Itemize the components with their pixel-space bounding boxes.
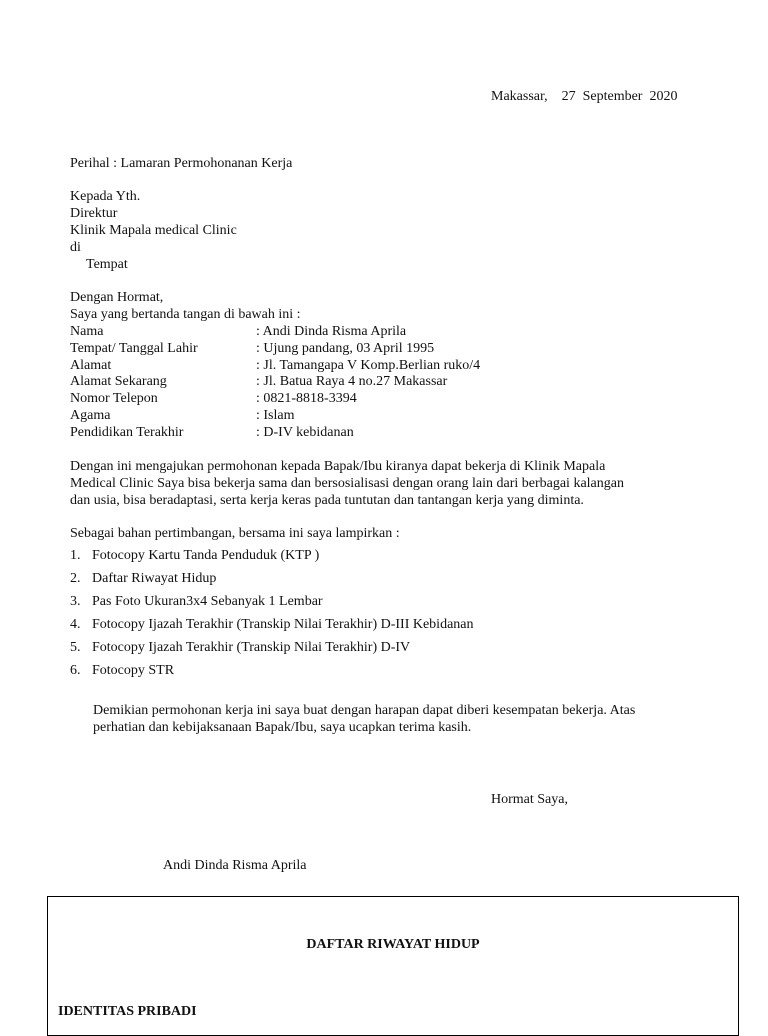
list-number: 5. [70,640,81,655]
signature-name: Andi Dinda Risma Aprila [163,858,307,873]
list-number: 6. [70,663,81,678]
identity-label: Nomor Telepon [70,391,158,406]
list-text: Daftar Riwayat Hidup [92,571,217,586]
identity-value: : Jl. Tamangapa V Komp.Berlian ruko/4 [256,358,481,373]
recipient-line: Klinik Mapala medical Clinic [70,223,237,238]
identity-row [70,373,690,390]
signoff: Hormat Saya, [491,792,568,807]
list-text: Fotocopy Kartu Tanda Penduduk (KTP ) [92,548,320,563]
identity-row [70,407,690,424]
cv-section-heading: IDENTITAS PRIBADI [58,1004,197,1019]
identity-value: : 0821-8818-3394 [256,391,357,406]
cv-box [47,896,739,1036]
identity-value: : Islam [256,408,295,423]
identity-label: Alamat [70,358,112,373]
identity-value: : Jl. Batua Raya 4 no.27 Makassar [256,374,448,389]
list-number: 4. [70,617,81,632]
list-item [70,616,670,633]
list-item [70,662,670,679]
list-number: 1. [70,548,81,563]
greeting: Dengan Hormat, [70,290,164,305]
place-date: Makassar, 27 September 2020 [491,89,678,104]
identity-value: : D-IV kebidanan [256,425,354,440]
identity-row [70,323,690,340]
paragraph-line: dan usia, bisa beradaptasi, serta kerja keras pada tuntutan dan tantangan kerja yang diminta. [70,493,584,508]
list-number: 2. [70,571,81,586]
attachments-intro: Sebagai bahan pertimbangan, bersama ini saya lampirkan : [70,526,400,541]
recipient-line: Direktur [70,206,118,221]
subject-line: Perihal : Lamaran Permohonanan Kerja [70,156,293,171]
paragraph-line: perhatian dan kebijaksanaan Bapak/Ibu, saya ucapkan terima kasih. [93,720,472,735]
recipient-line: Kepada Yth. [70,189,141,204]
list-text: Pas Foto Ukuran3x4 Sebanyak 1 Lembar [92,594,323,609]
identity-label: Pendidikan Terakhir [70,425,184,440]
identity-row [70,390,690,407]
list-text: Fotocopy Ijazah Terakhir (Transkip Nilai Terakhir) D-IV [92,640,411,655]
recipient-line: di [70,240,81,255]
cv-title: DAFTAR RIWAYAT HIDUP [306,937,480,952]
identity-row [70,424,690,441]
identity-label: Nama [70,324,104,339]
identity-label: Alamat Sekarang [70,374,167,389]
list-text: Fotocopy Ijazah Terakhir (Transkip Nilai Terakhir) D-III Kebidanan [92,617,474,632]
identity-row [70,340,690,357]
paragraph-line: Demikian permohonan kerja ini saya buat dengan harapan dapat diberi kesempatan bekerja. Atas [93,703,636,718]
list-item [70,570,670,587]
identity-value: : Ujung pandang, 03 April 1995 [256,341,435,356]
paragraph-line: Medical Clinic Saya bisa bekerja sama dan bersosialisasi dengan orang lain dari berbagai kalangan [70,476,624,491]
identity-label: Tempat/ Tanggal Lahir [70,341,198,356]
recipient-line: Tempat [86,257,128,272]
intro-line: Saya yang bertanda tangan di bawah ini : [70,307,301,322]
identity-row [70,357,690,374]
list-item [70,639,670,656]
list-item [70,593,670,610]
identity-label: Agama [70,408,111,423]
paragraph-line: Dengan ini mengajukan permohonan kepada Bapak/Ibu kiranya dapat bekerja di Klinik Mapala [70,459,606,474]
list-item [70,547,670,564]
identity-value: : Andi Dinda Risma Aprila [256,324,407,339]
list-text: Fotocopy STR [92,663,175,678]
list-number: 3. [70,594,81,609]
